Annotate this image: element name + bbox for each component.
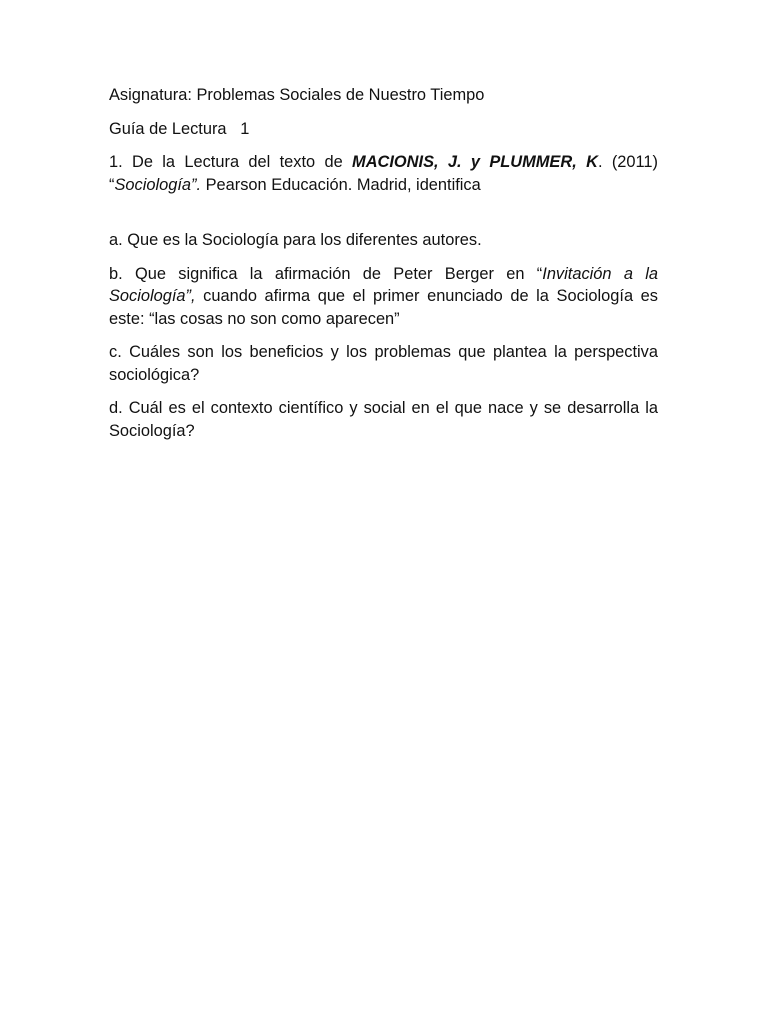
question-1-intro: 1. De la Lectura del texto de <box>109 153 353 171</box>
subject-text: Asignatura: Problemas Sociales de Nuestro Tiempo <box>109 86 485 104</box>
question-1-rest: Pearson Educación. Madrid, identifica <box>201 175 481 194</box>
guide-heading <box>109 118 658 141</box>
subject-heading <box>109 84 658 107</box>
item-b-post: cuando afirma que el primer enunciado de la Sociología es este: “las cosas no son como aparecen” <box>109 287 658 328</box>
item-d <box>109 397 658 442</box>
question-1-authors: MACIONIS, J. y PLUMMER, K <box>352 153 598 171</box>
item-b <box>109 263 658 331</box>
question-1 <box>109 151 658 196</box>
question-1-book-title: Sociología”. <box>114 175 202 194</box>
question-1-open-quote: “ <box>109 175 115 194</box>
question-1-year: . (2011) <box>597 153 658 171</box>
item-c <box>109 341 658 386</box>
item-a-text: a. Que es la Sociología para los diferentes autores. <box>109 231 482 249</box>
item-a <box>109 229 658 252</box>
item-b-book-title: Invitación a la Sociología”, <box>109 264 658 305</box>
item-c-text: c. Cuáles son los beneficios y los problemas que plantea la perspectiva sociológica? <box>109 343 658 384</box>
item-b-pre: b. Que significa la afirmación de Peter Berger en “ <box>109 264 543 283</box>
guide-label: Guía de Lectura <box>109 119 227 138</box>
document-page <box>109 84 658 442</box>
item-d-text: d. Cuál es el contexto científico y social en el que nace y se desarrolla la Sociología? <box>109 399 658 440</box>
guide-number: 1 <box>240 119 250 138</box>
